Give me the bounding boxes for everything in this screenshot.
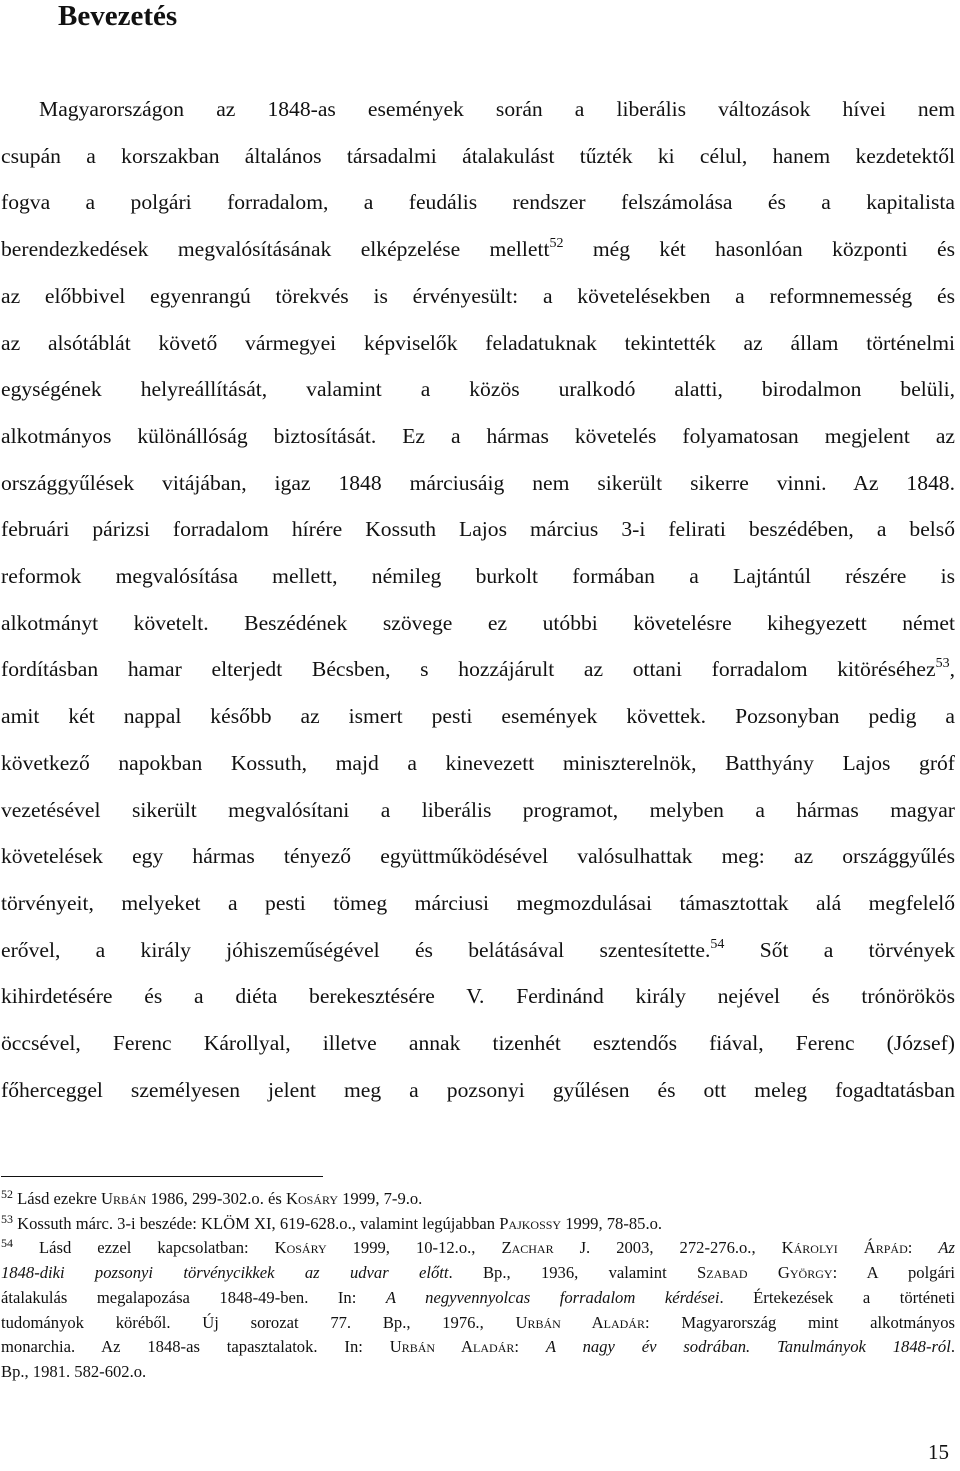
footnote-54-line	[1, 1286, 955, 1311]
author-name: Urbán Aladár	[389, 1337, 515, 1357]
footnote-number: 54	[1, 1236, 13, 1251]
footnote-text: :	[907, 1238, 939, 1258]
author-name: Pajkossy	[499, 1213, 562, 1233]
text-line: fogva a polgári forradalom, a feudális rendszer felszámolása és a kapitalista	[1, 190, 955, 215]
text-line: alkotmányos különállóság biztosítását. Ez a hármas követelés folyamatosan megjelent az	[1, 423, 955, 448]
text-line	[1, 226, 955, 273]
work-title: 1848-diki pozsonyi törvénycikkek az udvar előtt	[1, 1263, 449, 1283]
text-segment: fordításban hamar elterjedt Bécsben, s hozzájárult az ottani forradalom kitöréséhez	[1, 657, 936, 682]
footnote-text: . Bp., 1936, valamint	[448, 1263, 698, 1283]
footnote-text: 1999, 78-85.o.	[561, 1213, 663, 1233]
text-line	[1, 646, 955, 693]
text-line: csupán a korszakban általános társadalmi átalakulást tűzték ki célul, hanem kezdetektől	[1, 143, 955, 168]
author-name: Zachar J.	[501, 1238, 591, 1258]
footnote-54-line	[1, 1261, 955, 1286]
footnotes	[1, 1187, 955, 1385]
footnote-text: :	[514, 1337, 546, 1357]
text-segment: berendezkedések megvalósításának elképzelése mellett	[1, 237, 550, 262]
footnote-text: .	[950, 1337, 955, 1357]
author-name: Szabad György	[697, 1263, 833, 1283]
text-line: az előbbivel egyenrangú törekvés is érvényesült: a követelésekben a reformnemesség és	[1, 283, 955, 308]
text-line: vezetésével sikerült megvalósítani a liberális programot, melyben a hármas magyar	[1, 797, 955, 822]
text-line: főherceggel személyesen jelent meg a pozsonyi gyűlésen és ott meleg fogadtatásban	[1, 1077, 955, 1102]
text-segment: ,	[949, 657, 955, 682]
section-heading: Bevezetés	[58, 0, 178, 32]
footnote-number: 53	[1, 1211, 13, 1226]
footnote-text: : Magyarország mint alkotmányos	[644, 1312, 955, 1332]
footnote-ref-52[interactable]: 52	[549, 236, 564, 252]
text-segment: erővel, a király jóhiszeműségével és belátásával szentesítette.	[1, 937, 711, 962]
text-segment: Sőt a törvények	[759, 937, 956, 962]
text-segment: még két hasonlóan központi és	[592, 237, 955, 262]
footnote-text: . Értekezések a történeti	[719, 1287, 956, 1307]
footnote-number: 52	[1, 1187, 13, 1201]
author-name: Urbán Aladár	[515, 1312, 645, 1332]
text-line: az alsótáblát követő vármegyei képviselők feladatuknak tekintették az állam történelmi	[1, 330, 955, 355]
footnote-52	[1, 1187, 955, 1212]
footnote-text: Lásd ezzel kapcsolatban:	[39, 1238, 275, 1258]
footnote-54-line	[1, 1311, 955, 1336]
text-line: kihirdetésére és a diéta berekesztésére V. Ferdinánd király nejével és trónörökös	[1, 984, 955, 1009]
footnote-54-line	[1, 1335, 955, 1360]
text-line: egységének helyreállítását, valamint a közös uralkodó alatti, birodalmon belüli,	[1, 377, 955, 402]
text-line: követelések egy hármas tényező együttműködésével valósulhattak meg: az országgyűlés	[1, 844, 955, 869]
text-line: öccsével, Ferenc Károllyal, illetve annak tizenhét esztendős fiával, Ferenc (József)	[1, 1031, 955, 1056]
footnote-text: Kossuth márc. 3-i beszéde: KLÖM XI, 619-628.o., valamint legújabban	[17, 1213, 500, 1233]
work-title: A nagy év sodrában. Tanulmányok 1848-ról	[545, 1337, 951, 1357]
author-name: Urbán	[101, 1189, 147, 1208]
footnote-text: tudományok köréből. Új sorozat 77. Bp., 1976.,	[1, 1312, 516, 1332]
author-name: Kosáry	[274, 1238, 327, 1258]
author-name: Károlyi Árpád	[781, 1238, 908, 1258]
body-paragraph	[1, 86, 955, 1113]
footnote-text: 2003, 272-276.o.,	[590, 1238, 782, 1258]
footnote-text: monarchia. Az 1848-as tapasztalatok. In:	[1, 1337, 390, 1357]
footnote-text: átalakulás megalapozása 1848-49-ben. In:	[1, 1287, 386, 1307]
text-line: alkotmányt követelt. Beszédének szövege ez utóbbi követelésre kihegyezett német	[1, 610, 955, 635]
footnote-54-line	[1, 1360, 955, 1385]
footnote-ref-53[interactable]: 53	[935, 656, 950, 672]
footnote-text: 1999, 7-9.o.	[337, 1189, 423, 1208]
text-line: februári párizsi forradalom hírére Kossuth Lajos március 3-i felirati beszédében, a belső	[1, 517, 955, 542]
footnote-text: Lásd ezekre	[17, 1189, 101, 1208]
footnote-text: Bp., 1981. 582-602.o.	[1, 1361, 147, 1381]
footnote-text: : A polgári	[832, 1263, 955, 1283]
text-line: amit két nappal később az ismert pesti események követtek. Pozsonyban pedig a	[1, 704, 955, 729]
footnote-53	[1, 1212, 955, 1237]
text-line: országgyűlések vitájában, igaz 1848 márciusáig nem sikerült sikerre vinni. Az 1848.	[1, 470, 955, 495]
page-number: 15	[928, 1440, 949, 1464]
footnote-separator	[1, 1176, 323, 1177]
footnote-text: 1986, 299-302.o. és	[146, 1189, 286, 1208]
text-line	[1, 927, 955, 974]
work-title: Az	[938, 1238, 955, 1258]
text-line: Magyarországon az 1848-as események során a liberális változások hívei nem	[39, 97, 955, 121]
author-name: Kosáry	[285, 1189, 338, 1208]
footnote-ref-54[interactable]: 54	[710, 936, 725, 952]
text-line: következő napokban Kossuth, majd a kinevezett miniszterelnök, Batthyány Lajos gróf	[1, 750, 955, 775]
work-title: A negyvennyolcas forradalom kérdései	[385, 1287, 720, 1307]
text-line: törvényeit, melyeket a pesti tömeg márciusi megmozdulásai támasztottak alá megfelelő	[1, 890, 955, 915]
text-line: reformok megvalósítása mellett, némileg burkolt formában a Lajtántúl részére is	[1, 564, 955, 589]
footnote-54-line	[1, 1236, 955, 1261]
footnote-text: 1999, 10-12.o.,	[326, 1238, 502, 1258]
